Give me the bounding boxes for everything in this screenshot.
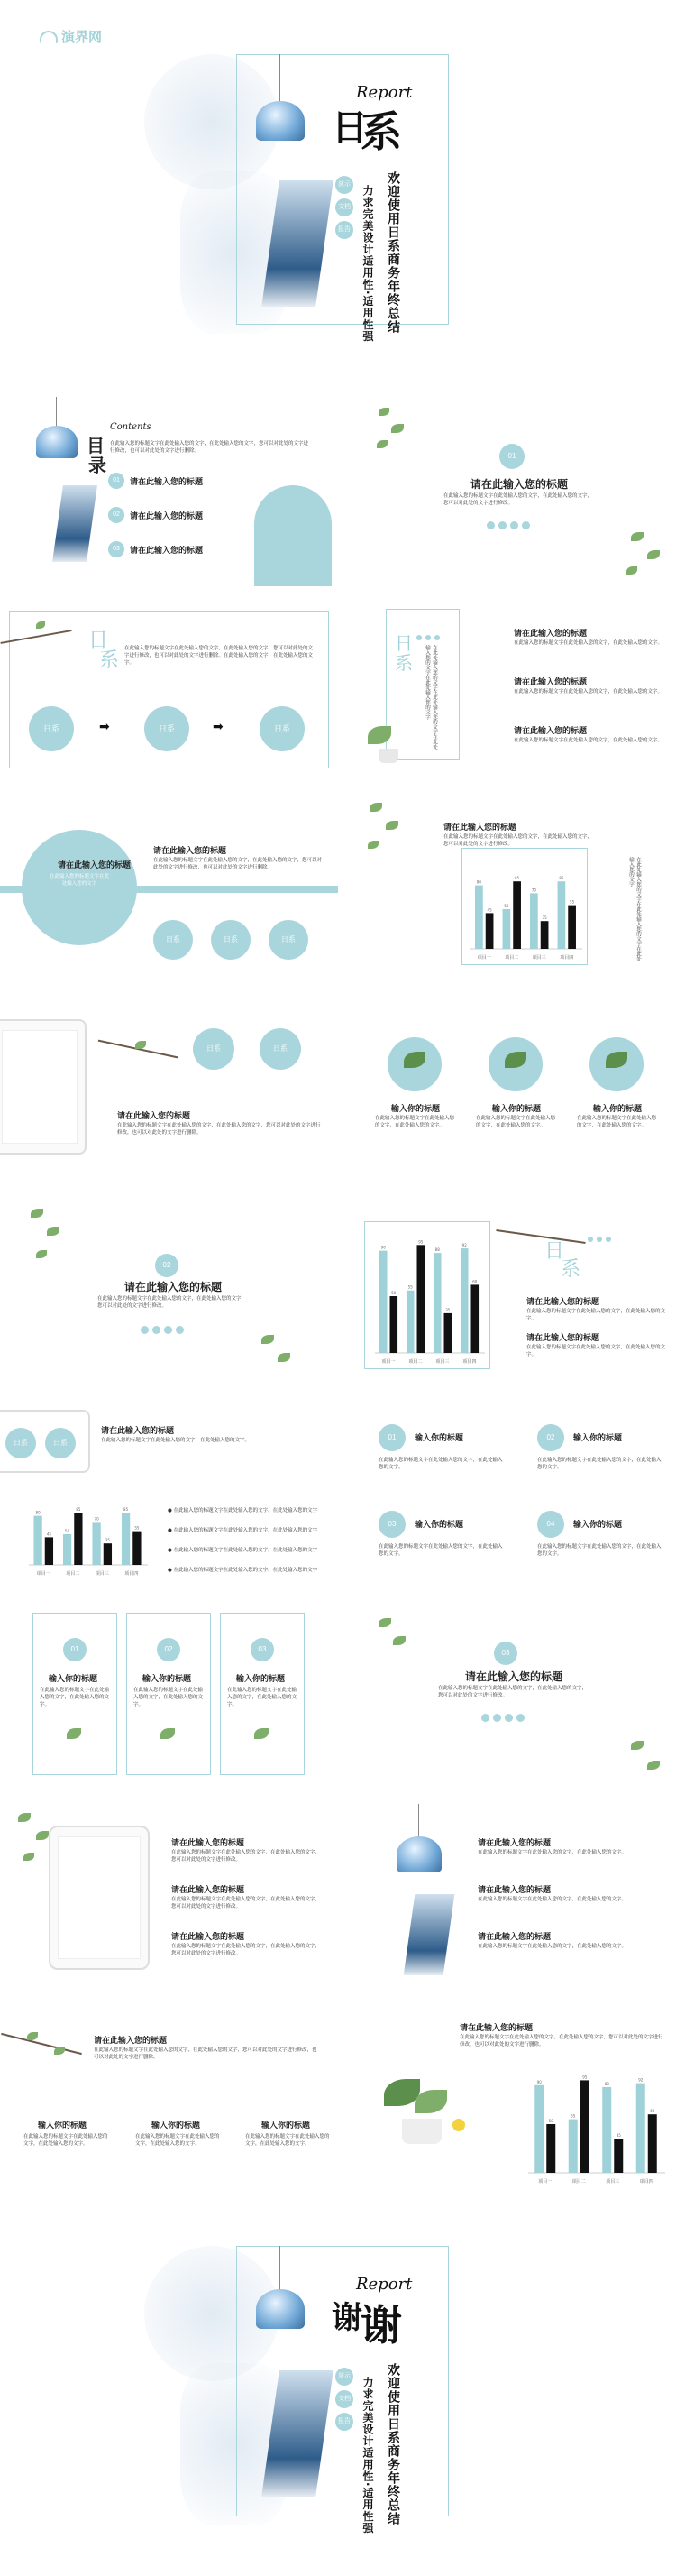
x-tick-label: 项目二	[571, 2179, 586, 2185]
bar-value-label: 80	[35, 1510, 41, 1515]
x-tick-label: 项目二	[66, 1571, 80, 1577]
bell-string	[418, 1804, 419, 1840]
bar-value-label: 35	[616, 2133, 621, 2139]
section-num: 02	[155, 1254, 178, 1277]
ending-title-char1: 谢	[332, 2300, 362, 2336]
section-dots	[481, 1708, 528, 1725]
col-text: 在此输入您的标题文字在此处输入您的文字，在此处输入您的文字。	[577, 1116, 657, 1128]
bell-list-title: 请在此输入您的标题	[478, 1933, 552, 1942]
list-bullet-text: 在此输入您的标题文字在此处输入您的文字，在此处输入您的文字	[173, 1508, 318, 1513]
contents-item-label: 请在此输入您的标题	[130, 511, 204, 521]
bar-value-label: 45	[46, 1532, 51, 1537]
slide-cards3	[0, 1605, 338, 1799]
x-tick-label: 项目一	[36, 1571, 50, 1577]
process-step: 日系	[144, 706, 189, 751]
x-tick-label: 项目四	[560, 955, 574, 961]
card-text: 在此输入您的标题文字在此处输入您的文字，在此处输入您的文字。	[40, 1688, 110, 1707]
vine-leaf	[631, 532, 644, 541]
bar-value-label: 55	[570, 899, 575, 905]
bar-series1	[475, 886, 483, 949]
vine-leaf	[31, 1209, 43, 1218]
grid-text: 在此输入您的标题文字在此处输入您的文字，在此处输入您的文字。	[379, 1544, 503, 1557]
grid-title: 输入你的标题	[415, 1434, 464, 1443]
bar-series1	[407, 1291, 415, 1353]
section-title: 请在此输入您的标题	[465, 1670, 563, 1683]
ending-vertical-line1: 欢迎使用日系商务年终总结	[386, 2363, 400, 2525]
bar-value-label: 80	[476, 879, 481, 885]
bar-series2	[444, 1313, 452, 1353]
branch-text: 在此输入您的标题文字在此处输入您的文字，在此处输入您的文字，您可以对此处的文字进行修改，也可以对此处的文字进行删除。	[94, 2047, 317, 2060]
bar-b-char2: 系	[561, 1258, 581, 1281]
x-tick-label: 项目二	[408, 1359, 423, 1365]
bar-value-label: 95	[582, 2075, 588, 2080]
vine-leaf	[377, 440, 388, 448]
wind-chime-bell	[397, 1836, 442, 1872]
tablet-list-title: 请在此输入您的标题	[171, 1933, 245, 1942]
vertical-title-char2: 系	[395, 652, 413, 674]
vertical-item-text: 在此输入您的标题文字在此处输入您的文字，在此处输入您的文字。	[514, 689, 663, 695]
bar-value-label: 85	[123, 1507, 129, 1513]
card-num: 01	[63, 1638, 87, 1661]
bar-series1	[434, 1253, 442, 1353]
contents-item-num: 02	[108, 507, 124, 523]
contents-item-num: 01	[108, 473, 124, 489]
bell-list-text: 在此输入您的标题文字在此处输入您的文字，在此处输入您的文字。	[478, 1944, 627, 1949]
x-tick-label: 项目二	[505, 955, 519, 961]
x-tick-label: 项目三	[606, 2179, 620, 2185]
bar-value-label: 50	[504, 904, 509, 908]
slide-process	[0, 600, 338, 780]
section-desc: 在此输入您的标题文字在此处输入您的文字，在此处输入您的文字，您可以对此处的文字进行修改。	[438, 1686, 588, 1698]
cover-script: Report	[356, 83, 413, 102]
bar-series1	[602, 2087, 611, 2173]
cover-badge: 报告	[335, 221, 353, 239]
process-char1: 日	[88, 630, 109, 652]
vine-leaf	[27, 2032, 38, 2040]
vine-leaf	[54, 2047, 65, 2055]
vine-leaf	[23, 1853, 34, 1861]
list-bullet: ● 在此输入您的标题文字在此处输入您的文字，在此处输入您的文字	[168, 1568, 318, 1573]
cover-title-char1: 日	[332, 107, 368, 149]
chart-b	[370, 1232, 487, 1366]
bar-b-char1: 日	[544, 1240, 565, 1263]
bar-b-dots	[588, 1228, 615, 1246]
band-small-circle: 日系	[211, 920, 251, 960]
tablet-text: 在此输入您的标题文字在此处输入您的文字，在此处输入您的文字，您可以对此处的文字进行修改，也可以对此处的文字进行删除。	[117, 1123, 321, 1136]
process-text: 在此输入您的标题文字在此处输入您的文字，在此处输入您的文字，您可以对此处的文字进行修改，也可以对此处的文字进行删除。在此处输入您的文字，在此处输入您的文字。	[124, 646, 314, 666]
bar-series2	[513, 881, 521, 949]
contents-item[interactable]	[108, 541, 203, 557]
bar-b-item-text: 在此输入您的标题文字在此处输入您的文字，在此处输入您的文字。	[526, 1345, 666, 1357]
bar-series1	[534, 2085, 544, 2173]
bar-series1	[63, 1534, 71, 1565]
col-title: 输入你的标题	[593, 1105, 643, 1114]
ending-badge: 演示	[335, 2368, 353, 2386]
vine-leaf	[261, 1335, 274, 1344]
bell-list-title: 请在此输入您的标题	[478, 1886, 552, 1895]
bar-series1	[122, 1513, 130, 1565]
slide-section-01	[361, 397, 676, 591]
bell-string	[56, 397, 57, 428]
plant-pot	[379, 749, 398, 763]
cover-badge: 演示	[335, 176, 353, 194]
bell-list-text: 在此输入您的标题文字在此处输入您的文字，在此处输入您的文字。	[478, 1850, 627, 1855]
vertical-item-text: 在此输入您的标题文字在此处输入您的文字，在此处输入您的文字。	[514, 738, 663, 743]
process-step: 日系	[260, 706, 305, 751]
x-tick-label: 项目三	[532, 955, 546, 961]
vine-leaf	[370, 803, 382, 812]
section-num: 03	[494, 1642, 517, 1665]
bar-series2	[417, 1245, 425, 1353]
grid-title: 输入你的标题	[573, 1434, 623, 1443]
tablet-list-text: 在此输入您的标题文字在此处输入您的文字，在此处输入您的文字，您可以对此处的文字进行修改。	[171, 1850, 321, 1863]
wind-chime-bell	[256, 101, 305, 141]
bar-series1	[92, 1522, 100, 1565]
bar-value-label: 88	[434, 1247, 440, 1253]
bar-a-vertical-text: 在此处输入您的文字在此处输入您的文字在此处输入您的文字	[628, 857, 641, 961]
list-bullet: ● 在此输入您的标题文字在此处输入您的文字，在此处输入您的文字	[168, 1548, 318, 1553]
bar-value-label: 90	[536, 2079, 542, 2084]
logo-icon	[40, 31, 58, 43]
slide-grid4	[361, 1403, 676, 1601]
bar-series1	[503, 909, 511, 949]
bar-series1	[636, 2084, 645, 2173]
section-title: 请在此输入您的标题	[470, 478, 569, 491]
slide-band	[0, 794, 338, 988]
bar-b-item-title: 请在此输入您的标题	[526, 1334, 600, 1343]
flower-icon	[452, 2119, 465, 2131]
bar-b-item-title: 请在此输入您的标题	[526, 1298, 600, 1307]
list-bullet: ● 在此输入您的标题文字在此处输入您的文字，在此处输入您的文字	[168, 1528, 318, 1533]
cover-badge: 文档	[335, 198, 353, 216]
section-title: 请在此输入您的标题	[124, 1281, 223, 1293]
branch-col-text: 在此输入您的标题文字在此处输入您的文字，在此处输入您的文字。	[245, 2134, 330, 2147]
plant-pot	[402, 2119, 442, 2144]
x-tick-label: 项目四	[639, 2179, 653, 2185]
x-tick-label: 项目一	[477, 955, 491, 961]
cover-vertical-line1: 欢迎使用日系商务年终总结	[386, 171, 400, 334]
card-num: 02	[157, 1638, 180, 1661]
vertical-item-text: 在此输入您的标题文字在此处输入您的文字，在此处输入您的文字。	[514, 640, 663, 646]
band-circle-text: 在此输入您的标题文字在此处输入您的文字	[49, 874, 109, 887]
vertical-text: 在此处输入您的文字在此处输入您的文字在此处输入您的文字在此处输入您的文字	[425, 645, 437, 750]
bar-value-label: 85	[76, 1507, 81, 1513]
slide-bell-list	[361, 1804, 676, 1984]
tablet-circle: 日系	[260, 1028, 301, 1070]
card-title: 输入你的标题	[49, 1675, 98, 1684]
vine-leaf	[647, 550, 660, 559]
contents-item-num: 03	[108, 541, 124, 557]
slide-cover	[0, 0, 676, 379]
branch-col-title: 输入你的标题	[261, 2121, 311, 2130]
tablet-screen	[2, 1030, 78, 1144]
tablet-screen	[58, 1836, 141, 1959]
list-text: 在此输入您的标题文字在此处输入您的文字，在此处输入您的文字。	[101, 1438, 251, 1443]
slide-list	[0, 1403, 338, 1601]
plant-bar-title: 请在此输入您的标题	[460, 2024, 534, 2033]
x-tick-label: 项目四	[462, 1359, 477, 1365]
contents-item[interactable]	[108, 473, 203, 489]
grid-text: 在此输入您的标题文字在此处输入您的文字，在此处输入您的文字。	[537, 1458, 662, 1470]
vine-leaf	[18, 1813, 31, 1822]
vine-leaf	[626, 566, 637, 575]
cover-title-char2: 系	[361, 107, 402, 156]
bar-value-label: 70	[94, 1516, 99, 1522]
chart-d	[523, 2068, 667, 2185]
list-circle: 日系	[45, 1428, 76, 1458]
x-tick-label: 项目三	[95, 1571, 109, 1577]
contents-script: Contents	[110, 422, 151, 432]
bell-string	[279, 54, 280, 104]
bar-series1	[33, 1516, 41, 1565]
contents-char1: 目	[87, 435, 105, 456]
branch	[1, 2033, 82, 2055]
list-bullet: ● 在此输入您的标题文字在此处输入您的文字，在此处输入您的文字	[168, 1508, 318, 1513]
bar-series2	[132, 1532, 141, 1565]
bar-value-label: 50	[548, 2119, 553, 2123]
vertical-item-title: 请在此输入您的标题	[514, 727, 588, 736]
section-num: 01	[499, 444, 525, 469]
wind-chime-strip	[404, 1894, 455, 1975]
bar-series2	[74, 1513, 82, 1565]
grid-num: 03	[379, 1511, 406, 1538]
vine-leaf	[379, 408, 389, 416]
bar-series2	[614, 2139, 623, 2173]
tablet-list-text: 在此输入您的标题文字在此处输入您的文字，在此处输入您的文字，您可以对此处的文字进行修改。	[171, 1944, 321, 1956]
chart-a	[465, 862, 584, 961]
bar-series2	[580, 2080, 589, 2173]
col-title: 输入你的标题	[492, 1105, 542, 1114]
bar-b-item-text: 在此输入您的标题文字在此处输入您的文字，在此处输入您的文字。	[526, 1309, 666, 1321]
grid-num: 04	[537, 1511, 564, 1538]
bar-series1	[379, 1251, 388, 1353]
bar-series2	[486, 913, 494, 949]
slide-contents	[0, 397, 338, 591]
list-bullet-text: 在此输入您的标题文字在此处输入您的文字，在此处输入您的文字	[173, 1528, 318, 1533]
slide-vertical-text	[361, 600, 676, 780]
bar-series2	[390, 1296, 398, 1353]
bar-series2	[471, 1284, 480, 1353]
arrow-right-icon: ➡	[213, 720, 224, 734]
col-text: 在此输入您的标题文字在此处输入您的文字，在此处输入您的文字。	[375, 1116, 455, 1128]
vine-leaf	[47, 1227, 59, 1236]
bar-value-label: 35	[105, 1538, 110, 1543]
bar-value-label: 35	[445, 1307, 451, 1312]
vine-leaf	[647, 1761, 660, 1770]
contents-intro: 在此输入您的标题文字在此处输入您的文字，在此处输入您的文字，您可以对此处的文字进行修改，也可以对此处的文字进行删除。	[110, 441, 309, 454]
cover-vertical-line2: 力求完美设计适用性·适用性强	[361, 185, 374, 343]
section-desc: 在此输入您的标题文字在此处输入您的文字，在此处输入您的文字，您可以对此处的文字进行修改。	[443, 493, 593, 506]
chart-c	[23, 1496, 150, 1578]
decor-shape	[254, 485, 332, 586]
bar-value-label: 85	[559, 876, 564, 881]
branch-col-title: 输入你的标题	[38, 2121, 87, 2130]
slide-plant-bar	[361, 2007, 676, 2201]
vine-leaf	[135, 1041, 146, 1049]
branch-col-text: 在此输入您的标题文字在此处输入您的文字，在此处输入您的文字。	[23, 2134, 108, 2147]
list-circle: 日系	[5, 1428, 36, 1458]
brand-logo	[40, 27, 102, 46]
ending-vertical-line2: 力求完美设计适用性·适用性强	[361, 2377, 374, 2535]
bar-value-label: 35	[542, 915, 547, 921]
bar-series1	[530, 893, 538, 949]
bar-value-label: 50	[391, 1291, 397, 1295]
bar-value-label: 60	[650, 2109, 655, 2114]
bar-value-label: 45	[487, 907, 492, 913]
grid-text: 在此输入您的标题文字在此处输入您的文字，在此处输入您的文字。	[379, 1458, 503, 1470]
slide-branch-cols	[0, 2007, 338, 2201]
tablet-list-text: 在此输入您的标题文字在此处输入您的文字，在此处输入您的文字，您可以对此处的文字进行修改。	[171, 1897, 321, 1909]
branch-col-title: 输入你的标题	[151, 2121, 201, 2130]
bar-series2	[104, 1543, 112, 1565]
slide-ending	[0, 2210, 676, 2576]
ending-badge: 文档	[335, 2390, 353, 2408]
branch-col-text: 在此输入您的标题文字在此处输入您的文字，在此处输入您的文字。	[135, 2134, 220, 2147]
x-tick-label: 项目一	[381, 1359, 396, 1365]
section-dots	[487, 516, 534, 533]
grid-num: 02	[537, 1424, 564, 1451]
bar-series2	[45, 1537, 53, 1565]
bar-value-label: 55	[571, 2113, 576, 2119]
vertical-item-title: 请在此输入您的标题	[514, 630, 588, 639]
bar-series2	[648, 2114, 657, 2173]
logo-text: 演界网	[61, 29, 103, 45]
bar-value-label: 85	[515, 876, 520, 881]
x-tick-label: 项目四	[124, 1571, 139, 1577]
grid-text: 在此输入您的标题文字在此处输入您的文字，在此处输入您的文字。	[537, 1544, 662, 1557]
col-text: 在此输入您的标题文字在此处输入您的文字，在此处输入您的文字。	[476, 1116, 556, 1128]
band-circle	[22, 830, 137, 945]
bar-value-label: 90	[380, 1245, 386, 1250]
ending-badge: 报告	[335, 2413, 353, 2431]
branch	[496, 1229, 585, 1244]
tablet-circle: 日系	[193, 1028, 234, 1070]
band-text: 在此输入您的标题文字在此处输入您的文字，在此处输入您的文字，您可以对此处的文字进行修改，也可以对此处的文字进行删除。	[153, 858, 323, 870]
vine-leaf	[36, 1831, 49, 1840]
card-title: 输入你的标题	[142, 1675, 192, 1684]
band-small-circle: 日系	[153, 920, 193, 960]
vertical-item-title: 请在此输入您的标题	[514, 678, 588, 687]
arrow-right-icon: ➡	[99, 720, 110, 734]
vine-leaf	[393, 1636, 406, 1645]
bar-series2	[546, 2124, 555, 2173]
bar-series1	[558, 881, 566, 949]
list-bullet-text: 在此输入您的标题文字在此处输入您的文字，在此处输入您的文字	[173, 1548, 318, 1553]
vine-leaf	[36, 1250, 47, 1258]
bar-value-label: 55	[134, 1525, 140, 1531]
tablet-list-title: 请在此输入您的标题	[171, 1886, 245, 1895]
slide-bar-a	[361, 794, 676, 988]
contents-item[interactable]	[108, 507, 203, 523]
bell-list-title: 请在此输入您的标题	[478, 1839, 552, 1848]
bar-value-label: 70	[531, 888, 536, 893]
bar-series1	[569, 2120, 578, 2173]
grid-title: 输入你的标题	[415, 1521, 464, 1530]
list-bullet-text: 在此输入您的标题文字在此处输入您的文字，在此处输入您的文字	[173, 1568, 318, 1573]
bar-series2	[541, 921, 549, 949]
grid-num: 01	[379, 1424, 406, 1451]
slide-bar-b	[361, 1200, 676, 1394]
wind-chime-bell	[36, 426, 78, 458]
plant-leaf	[415, 2090, 447, 2113]
bar-series2	[568, 906, 576, 949]
ending-title-char2: 谢	[361, 2301, 402, 2350]
slide-tablet	[0, 1008, 338, 1189]
vine-leaf	[391, 424, 404, 433]
contents-item-label: 请在此输入您的标题	[130, 477, 204, 487]
slide-section-03	[361, 1605, 676, 1799]
vertical-title-char1: 日	[395, 632, 413, 654]
contents-item-label: 请在此输入您的标题	[130, 546, 204, 556]
bar-value-label: 55	[407, 1284, 413, 1290]
bar-a-title: 请在此输入您的标题	[443, 823, 517, 833]
vine-leaf	[631, 1741, 644, 1750]
card-num: 03	[251, 1638, 274, 1661]
bar-value-label: 50	[65, 1529, 70, 1533]
process-step: 日系	[29, 706, 74, 751]
x-tick-label: 项目三	[435, 1359, 450, 1365]
band-small-circle: 日系	[269, 920, 308, 960]
section-desc: 在此输入您的标题文字在此处输入您的文字，在此处输入您的文字，您可以对此处的文字进行修改。	[97, 1296, 247, 1309]
tablet-title: 请在此输入您的标题	[117, 1112, 191, 1121]
card-text: 在此输入您的标题文字在此处输入您的文字，在此处输入您的文字。	[133, 1688, 204, 1707]
card-title: 输入你的标题	[236, 1675, 286, 1684]
vine-leaf	[278, 1353, 290, 1362]
band-circle-title: 请在此输入您的标题	[58, 861, 132, 870]
bar-value-label: 60	[472, 1279, 478, 1284]
bar-a-text: 在此输入您的标题文字在此处输入您的文字，在此处输入您的文字，您可以对此处的文字进行修改。	[443, 834, 593, 847]
vine-leaf	[386, 821, 398, 830]
branch-title: 请在此输入您的标题	[94, 2037, 168, 2046]
vine-leaf	[379, 1618, 391, 1627]
plant-bar-text: 在此输入您的标题文字在此处输入您的文字，在此处输入您的文字，您可以对此处的文字进行修改，也可以对此处的文字进行删除。	[460, 2035, 663, 2047]
bar-value-label: 95	[418, 1239, 424, 1245]
x-tick-label: 项目一	[538, 2179, 553, 2185]
bar-value-label: 92	[638, 2077, 644, 2083]
vine-leaf	[368, 841, 379, 849]
slide-tablet-list	[0, 1804, 338, 1984]
grid-title: 输入你的标题	[573, 1521, 623, 1530]
col-title: 输入你的标题	[391, 1105, 441, 1114]
contents-char2: 录	[88, 455, 106, 476]
bar-series1	[461, 1248, 469, 1353]
bar-value-label: 88	[604, 2081, 609, 2086]
tablet-list-title: 请在此输入您的标题	[171, 1839, 245, 1848]
slide-section-02	[0, 1200, 338, 1394]
band-title: 请在此输入您的标题	[153, 847, 227, 856]
card-text: 在此输入您的标题文字在此处输入您的文字，在此处输入您的文字。	[227, 1688, 297, 1707]
wind-chime-strip	[52, 485, 97, 562]
bell-string	[279, 2246, 280, 2291]
vertical-dots	[416, 627, 443, 644]
list-title: 请在此输入您的标题	[101, 1427, 175, 1436]
ending-script: Report	[356, 2275, 413, 2294]
bar-value-label: 92	[461, 1243, 467, 1248]
bell-list-text: 在此输入您的标题文字在此处输入您的文字，在此处输入您的文字。	[478, 1897, 627, 1902]
section-dots	[141, 1320, 187, 1338]
wind-chime-bell	[256, 2289, 305, 2329]
slide-three-cols	[361, 1008, 676, 1189]
process-char2: 系	[99, 649, 120, 672]
